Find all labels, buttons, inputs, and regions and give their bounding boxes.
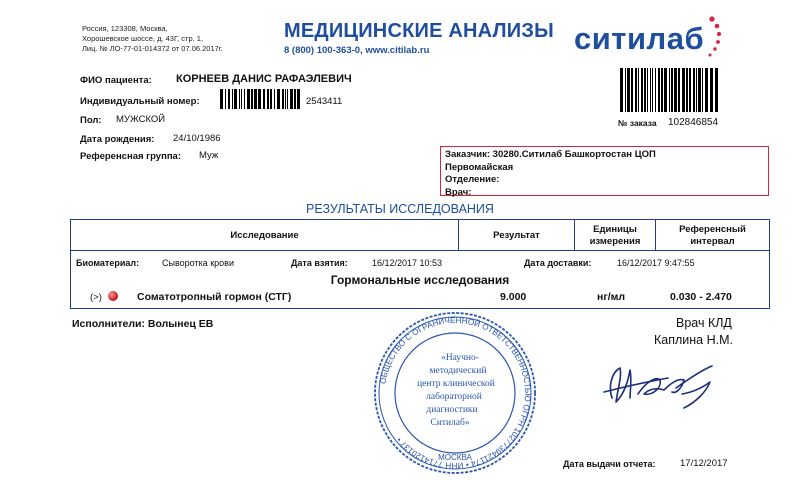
stamp-inner-line: методический <box>429 366 487 376</box>
results-title: РЕЗУЛЬТАТЫ ИССЛЕДОВАНИЯ <box>306 202 494 216</box>
delivered-label: Дата доставки: <box>524 258 592 268</box>
customer-name: 30280.Ситилаб Башкортостан ЦОП <box>492 149 656 160</box>
stamp-inner-line: «Научно- <box>441 353 479 363</box>
license-line: Лиц. № ЛО-77-01-014372 от 07.06.2017г. <box>82 44 223 53</box>
issue-label: Дата выдачи отчета: <box>563 459 656 469</box>
biomaterial-label: Биоматериал: <box>76 258 140 268</box>
stamp-city: МОСКВА <box>438 453 472 462</box>
stamp-inner-line: центр клинической <box>417 379 495 389</box>
stamp-inner-line: Ситилаб» <box>430 418 470 428</box>
col-result: Результат <box>493 229 540 241</box>
license-info <box>82 24 223 54</box>
order-number-label: № заказа <box>618 118 657 128</box>
sex-label: Пол: <box>80 115 102 126</box>
page-title: МЕДИЦИНСКИЕ АНАЛИЗЫ <box>284 20 554 42</box>
order-barcode <box>620 68 720 112</box>
customer-label: Заказчик: <box>445 149 491 160</box>
group-title: Гормональные исследования <box>330 273 510 287</box>
customer-line <box>445 149 764 162</box>
license-line: Россия, 123308, Москва, <box>82 24 168 33</box>
citilab-logo <box>574 22 704 56</box>
fio-label: ФИО пациента: <box>80 75 152 86</box>
stamp-inner-line: лабораторной <box>426 392 482 402</box>
stamp-inner-line: диагностики <box>426 405 478 415</box>
order-number: 102846854 <box>668 117 719 128</box>
col-units: Единицы измерения <box>589 223 641 247</box>
ref-group-label: Референсная группа: <box>80 151 182 162</box>
taken-label: Дата взятия: <box>291 258 348 268</box>
abnormal-dot-icon <box>107 290 119 302</box>
license-line: Хорошевское шоссе, д. 43Г, стр. 1, <box>82 34 204 43</box>
issue-date: 17/12/2017 <box>680 458 728 469</box>
test-reference: 0.030 - 2.470 <box>670 291 732 303</box>
organization-stamp <box>372 310 538 476</box>
test-value: 9.000 <box>500 291 527 303</box>
patient-name: КОРНЕЕВ ДАНИС РАФАЭЛЕВИЧ <box>176 73 352 85</box>
test-units: нг/мл <box>597 291 626 303</box>
header-divider <box>71 250 769 251</box>
signature <box>598 358 728 418</box>
delivered-date: 16/12/2017 9:47:55 <box>617 258 695 268</box>
patient-barcode <box>220 89 300 109</box>
contacts: 8 (800) 100-363-0, www.citilab.ru <box>284 45 430 56</box>
ref-group: Муж <box>199 150 219 161</box>
patient-sex: МУЖСКОЙ <box>116 114 166 125</box>
dob-label: Дата рождения: <box>80 134 155 145</box>
col-study: Исследование <box>230 229 299 241</box>
col-reference: Референсный интервал <box>679 223 746 247</box>
doctor-name: Каплина Н.М. <box>654 333 733 347</box>
result-marker: (>) <box>90 292 102 303</box>
patient-dob: 24/10/1986 <box>173 133 221 144</box>
customer-box <box>440 146 769 196</box>
customer-line2: Первомайская <box>445 161 514 173</box>
department-label: Отделение: <box>445 174 500 185</box>
doctor-label: Врач: <box>445 186 472 198</box>
logo-text: ситилаб <box>574 21 705 56</box>
id-label: Индивидуальный номер: <box>80 96 200 107</box>
doctor-title: Врач КЛД <box>676 316 732 330</box>
logo-dots-icon <box>705 15 723 59</box>
test-name: Соматотропный гормон (СТГ) <box>137 291 292 303</box>
biomaterial: Сыворотка крови <box>162 258 234 268</box>
patient-id: 2543411 <box>306 96 343 107</box>
stamp-outer-text: ОБЩЕСТВО С ОГРАНИЧЕННОЙ ОТВЕТСТВЕННОСТЬЮ ОГРН 1027739421174 • ИНН 7714120137 • <box>378 315 533 471</box>
executors: Исполнители: Волынец ЕВ <box>72 318 214 330</box>
taken-date: 16/12/2017 10:53 <box>372 258 443 268</box>
